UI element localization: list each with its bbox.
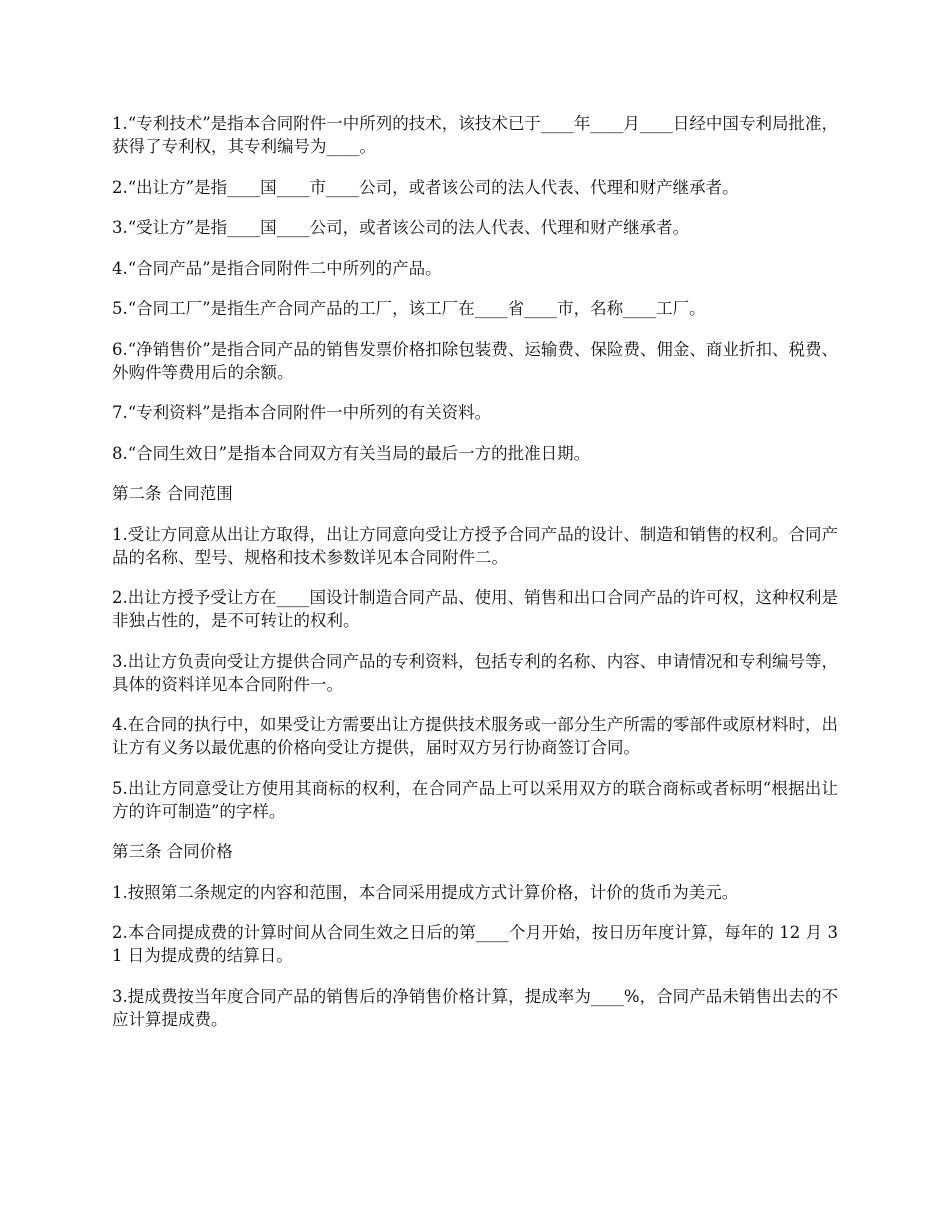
article-3-item-1: 1.按照第二条规定的内容和范围，本合同采用提成方式计算价格，计价的货币为美元。 xyxy=(112,882,739,902)
definition-2: 2.“出让方”是指____国____市____公司，或者该公司的法人代表、代理和财产继承者。 xyxy=(112,177,739,197)
article-3-item-2: 2.本合同提成费的计算时间从合同生效之日后的第____个月开始，按日历年度计算，每年的 12 月 31 日为提成费的结算日。 xyxy=(112,923,838,965)
document-page xyxy=(112,112,838,1048)
definition-6: 6.“净销售价”是指合同产品的销售发票价格扣除包装费、运输费、保险费、佣金、商业折扣、税费、外购件等费用后的余额。 xyxy=(112,339,838,382)
definition-8: 8.“合同生效日”是指本合同双方有关当局的最后一方的批准日期。 xyxy=(112,443,591,463)
article-2-item-1: 1.受让方同意从出让方取得，出让方同意向受让方授予合同产品的设计、制造和销售的权利。合同产品的名称、型号、规格和技术参数详见本合同附件二。 xyxy=(112,524,838,567)
article-2-item-3: 3.出让方负责向受让方提供合同产品的专利资料，包括专利的名称、内容、申请情况和专利编号等，具体的资料详见本合同附件一。 xyxy=(112,651,838,694)
article-2-item-4: 4.在合同的执行中，如果受让方需要出让方提供技术服务或一部分生产所需的零部件或原材料时，出让方有义务以最优惠的价格向受让方提供，届时双方另行协商签订合同。 xyxy=(112,715,838,757)
article-2-item-2: 2.出让方授予受让方在____国设计制造合同产品、使用、销售和出口合同产品的许可权，这种权利是非独占性的，是不可转让的权利。 xyxy=(112,588,838,630)
definition-5: 5.“合同工厂”是指生产合同产品的工厂，该工厂在____省____市，名称____工厂。 xyxy=(112,299,706,318)
definition-4: 4.“合同产品”是指合同附件二中所列的产品。 xyxy=(112,258,442,278)
article-2-item-5: 5.出让方同意受让方使用其商标的权利，在合同产品上可以采用双方的联合商标或者标明“根据出让方的许可制造”的字样。 xyxy=(112,778,838,821)
definition-3: 3.“受让方”是指____国____公司，或者该公司的法人代表、代理和财产继承者。 xyxy=(112,218,690,237)
article-2-heading: 第二条 合同范围 xyxy=(112,484,233,503)
article-3-item-3: 3.提成费按当年度合同产品的销售后的净销售价格计算，提成率为____%，合同产品未销售出去的不应计算提成费。 xyxy=(112,986,838,1029)
definition-1: 1.“专利技术”是指本合同附件一中所列的技术，该技术已于____年____月____日经中国专利局批准，获得了专利权，其专利编号为____。 xyxy=(112,114,838,156)
definition-7: 7.“专利资料”是指本合同附件一中所列的有关资料。 xyxy=(112,403,492,422)
article-3-heading: 第三条 合同价格 xyxy=(112,842,233,861)
